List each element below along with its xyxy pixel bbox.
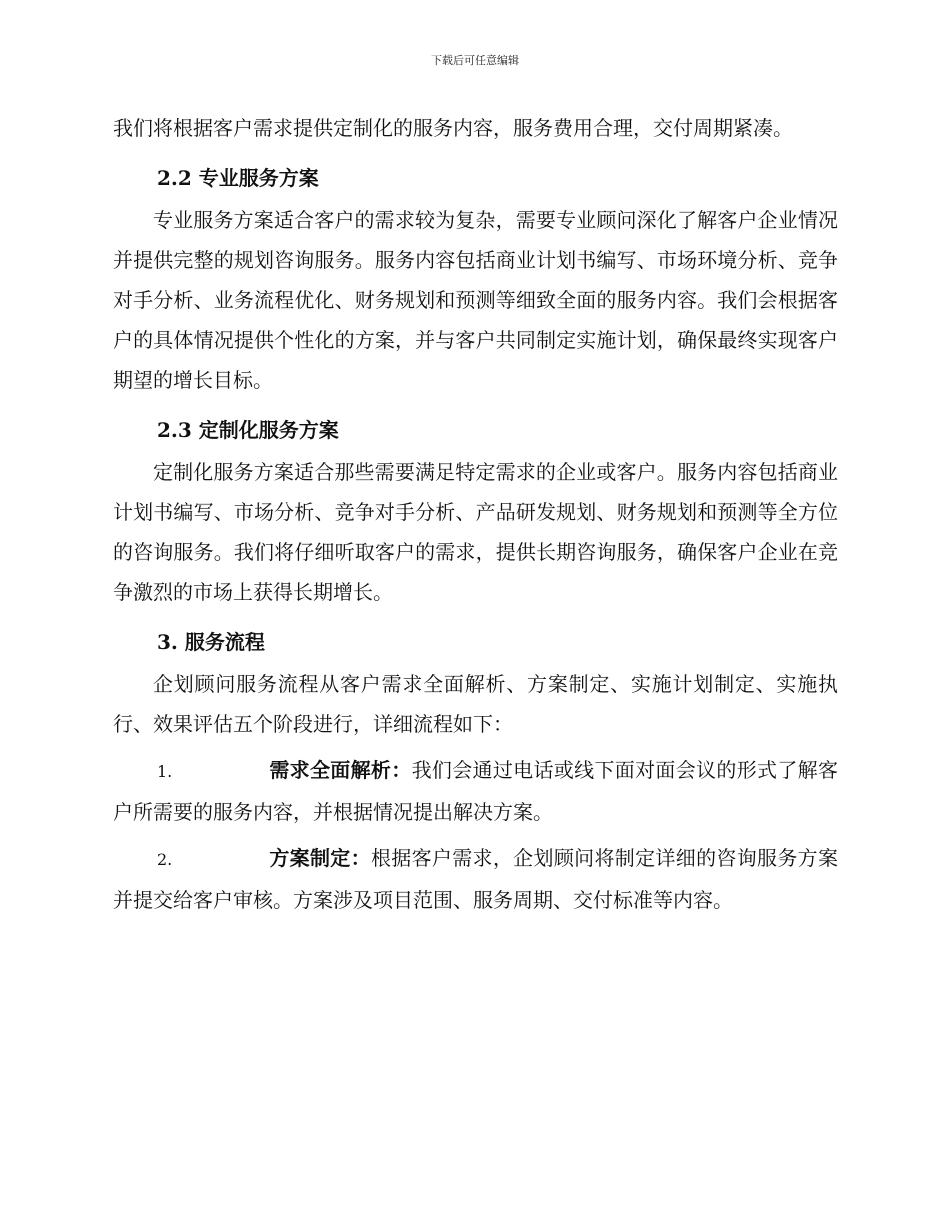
list-item-term: 方案制定： [269,846,371,870]
list-item-text: 我们会通过电话或线下面对面会议的形式了解客户所需要的服务内容，并根据情况提出解决方案。 [113,758,839,824]
list-item-number: 2. [157,850,173,869]
list-item [113,750,838,832]
section-3-body: 企划顾问服务流程从客户需求全面解析、方案制定、实施计划制定、实施执行、效果评估五个阶段进行，详细流程如下： [113,672,838,736]
section-heading-3: 3. 服务流程 [157,630,265,654]
document-body [113,108,838,920]
list-item-term: 需求全面解析： [269,758,412,782]
section-2-3-body: 定制化服务方案适合那些需要满足特定需求的企业或客户。服务内容包括商业计划书编写、市场分析、竞争对手分析、产品研发规划、财务规划和预测等全方位的咨询服务。我们将仔细听取客户的需求，提供长期咨询服务，确保客户企业在竞争激烈的市场上获得长期增长。 [113,460,838,604]
section-heading-2-3: 2.3 定制化服务方案 [157,418,339,442]
section-heading-2-2: 2.2 专业服务方案 [157,166,319,190]
list-item-text: 根据客户需求，企划顾问将制定详细的咨询服务方案并提交给客户审核。方案涉及项目范围、服务周期、交付标准等内容。 [113,846,839,912]
list-item [113,838,838,920]
page-header: 下载后可任意编辑 [431,54,519,67]
intro-paragraph: 我们将根据客户需求提供定制化的服务内容，服务费用合理，交付周期紧凑。 [113,116,793,140]
list-item-number: 1. [157,762,173,781]
section-2-2-body: 专业服务方案适合客户的需求较为复杂，需要专业顾问深化了解客户企业情况并提供完整的规划咨询服务。服务内容包括商业计划书编写、市场环境分析、竞争对手分析、业务流程优化、财务规划和预测等细致全面的服务内容。我们会根据客户的具体情况提供个性化的方案，并与客户共同制定实施计划，确保最终实现客户期望的增长目标。 [113,208,838,392]
